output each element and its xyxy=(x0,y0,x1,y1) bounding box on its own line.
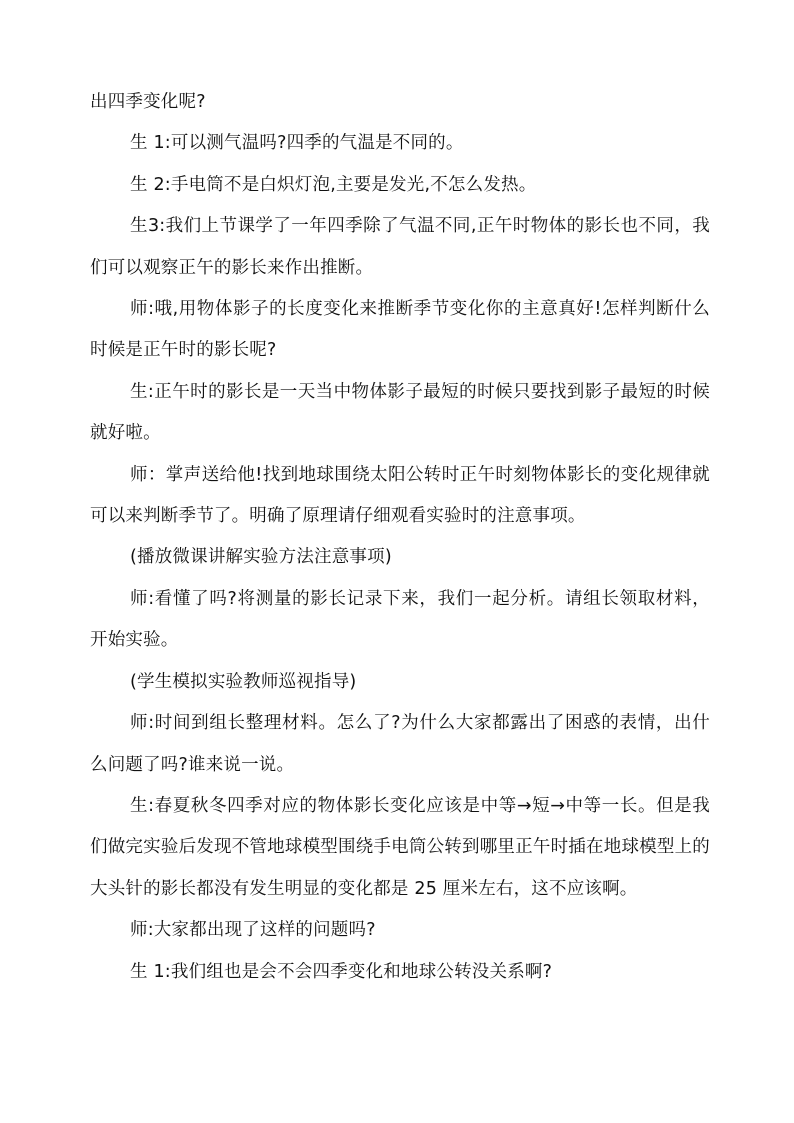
paragraph-teacher-applause: 师：掌声送给他!找到地球围绕太阳公转时正午时刻物体影长的变化规律就可以来判断季节了。明确了原理请仔细观看实验时的注意事项。 xyxy=(90,464,710,527)
paragraph-student1-doubt: 生 1:我们组也是会不会四季变化和地球公转没关系啊? xyxy=(130,961,553,982)
paragraph-teacher-ask-all: 师:大家都出现了这样的问题吗? xyxy=(130,920,376,941)
paragraph-student2-flashlight: 生 2:手电筒不是白炽灯泡,主要是发光,不怎么发热。 xyxy=(130,174,537,195)
paragraph-student1-temperature: 生 1:可以测气温吗?四季的气温是不同的。 xyxy=(130,133,464,154)
paragraph-student-noon: 生:正午时的影长是一天当中物体影子最短的时候只要找到影子最短的时候就好啦。 xyxy=(90,381,710,444)
paragraph-teacher-question: 师:哦,用物体影子的长度变化来推断季节变化你的主意真好!怎样判断什么时候是正午时的影长呢? xyxy=(90,299,710,361)
paragraph-teacher-problem: 师:时间到组长整理材料。怎么了?为什么大家都露出了困惑的表情，出什么问题了吗?谁来说一说。 xyxy=(90,713,710,775)
paragraph-student-result: 生:春夏秋冬四季对应的物体影长变化应该是中等→短→中等一长。但是我们做完实验后发现不管地球模型围绕手电筒公转到哪里正午时插在地球模型上的大头针的影长都没有发生明显的变化都是 25 厘米左右，这不应该啊。 xyxy=(90,795,710,899)
paragraph-stage-video: (播放微课讲解实验方法注意事项) xyxy=(130,547,392,568)
paragraph-continuation: 出四季变化呢? xyxy=(90,92,206,112)
document-body xyxy=(90,82,710,993)
paragraph-teacher-start: 师:看懂了吗?将测量的影长记录下来，我们一起分析。请组长领取材料，开始实验。 xyxy=(90,588,710,651)
paragraph-stage-experiment: (学生模拟实验教师巡视指导) xyxy=(130,671,357,692)
paragraph-student3-shadow: 生3:我们上节课学了一年四季除了气温不同,正午时物体的影长也不同，我们可以观察正午的影长来作出推断。 xyxy=(90,216,710,278)
